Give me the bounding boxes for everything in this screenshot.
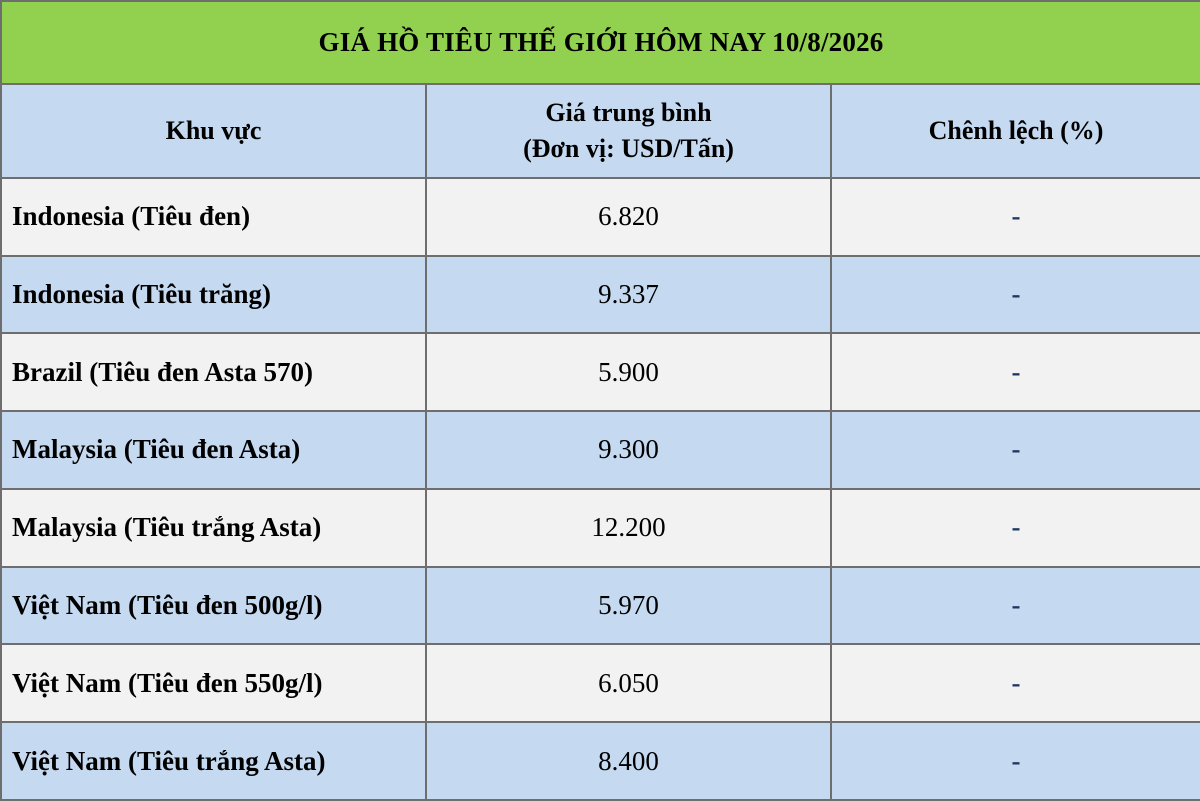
change-cell: - [831, 567, 1200, 645]
region-cell: Malaysia (Tiêu trắng Asta) [1, 489, 426, 567]
region-cell: Việt Nam (Tiêu trắng Asta) [1, 722, 426, 800]
table-title: GIÁ HỒ TIÊU THẾ GIỚI HÔM NAY 10/8/2026 [1, 1, 1200, 84]
price-cell: 5.900 [426, 333, 831, 411]
table-row [1, 567, 1200, 645]
change-cell: - [831, 644, 1200, 722]
column-header-price-line2: (Đơn vị: USD/Tấn) [523, 133, 734, 163]
table-row [1, 333, 1200, 411]
price-cell: 8.400 [426, 722, 831, 800]
change-cell: - [831, 178, 1200, 256]
region-cell: Indonesia (Tiêu đen) [1, 178, 426, 256]
price-cell: 9.337 [426, 256, 831, 334]
column-header-region: Khu vực [1, 84, 426, 178]
price-cell: 6.050 [426, 644, 831, 722]
table-row [1, 411, 1200, 489]
table-row [1, 644, 1200, 722]
change-cell: - [831, 722, 1200, 800]
change-cell: - [831, 411, 1200, 489]
table-row [1, 722, 1200, 800]
region-cell: Indonesia (Tiêu trăng) [1, 256, 426, 334]
region-cell: Việt Nam (Tiêu đen 500g/l) [1, 567, 426, 645]
change-cell: - [831, 489, 1200, 567]
change-cell: - [831, 256, 1200, 334]
title-row [1, 1, 1200, 84]
table-row [1, 256, 1200, 334]
column-header-price-line1: Giá trung bình [545, 97, 712, 127]
header-row [1, 84, 1200, 178]
column-header-price [426, 84, 831, 178]
table-row [1, 489, 1200, 567]
region-cell: Malaysia (Tiêu đen Asta) [1, 411, 426, 489]
table-row [1, 178, 1200, 256]
price-cell: 5.970 [426, 567, 831, 645]
price-cell: 9.300 [426, 411, 831, 489]
price-cell: 6.820 [426, 178, 831, 256]
column-header-change: Chênh lệch (%) [831, 84, 1200, 178]
region-cell: Brazil (Tiêu đen Asta 570) [1, 333, 426, 411]
change-cell: - [831, 333, 1200, 411]
price-cell: 12.200 [426, 489, 831, 567]
region-cell: Việt Nam (Tiêu đen 550g/l) [1, 644, 426, 722]
